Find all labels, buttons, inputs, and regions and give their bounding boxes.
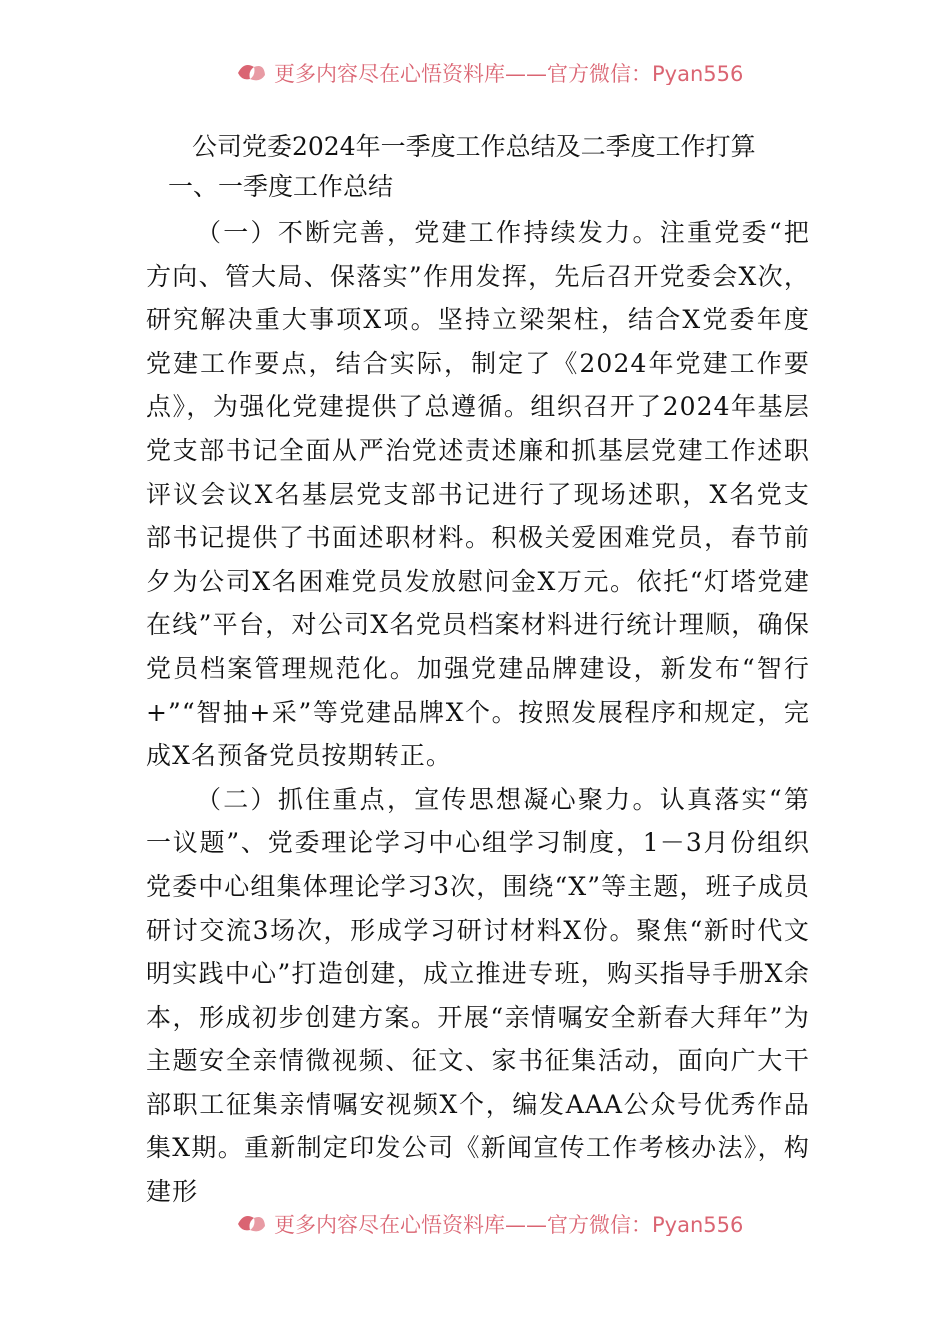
watermark-header — [234, 59, 754, 85]
watermark-footer — [234, 1210, 754, 1236]
watermark-logo-icon — [234, 59, 268, 85]
paragraph-publicity: （二）抓住重点，宣传思想凝心聚力。认真落实“第一议题”、党委理论学习中心组学习制度，1－3月份组织党委中心组集体理论学习3次，围绕“X”等主题，班子成员研讨交流3场次，形成学习研讨材料X份。聚焦“新时代文明实践中心”打造创建，成立推进专班，购买指导手册X余本，形成初步创建方案。开展“亲情嘱安全新春大拜年”为主题安全亲情微视频、征文、家书征集活动，面向广大干部职工征集亲情嘱安视频X个，编发AAA公众号优秀作品集X期。重新制定印发公司《新闻宣传工作考核办法》，构建形 — [146, 784, 810, 1207]
document-title: 公司党委2024年一季度工作总结及二季度工作打算 — [192, 132, 756, 161]
paragraph-party-building: （一）不断完善，党建工作持续发力。注重党委“把方向、管大局、保落实”作用发挥，先后召开党委会X次，研究解决重大事项X项。坚持立梁架柱，结合X党委年度党建工作要点，结合实际，制定了《2024年党建工作要点》，为强化党建提供了总遵循。组织召开了2024年基层党支部书记全面从严治党述责述廉和抓基层党建工作述职评议会议X名基层党支部书记进行了现场述职，X名党支部书记提供了书面述职材料。积极关爱困难党员，春节前夕为公司X名困难党员发放慰问金X万元。依托“灯塔党建在线”平台，对公司X名党员档案材料进行统计理顺，确保党员档案管理规范化。加强党建品牌建设，新发布“智行+”“智抽+采”等党建品牌X个。按照发展程序和规定，完成X名预备党员按期转正。 — [146, 218, 810, 771]
watermark-text: 更多内容尽在心悟资料库——官方微信：Pyan556 — [274, 1213, 744, 1236]
watermark-text: 更多内容尽在心悟资料库——官方微信：Pyan556 — [274, 62, 744, 85]
watermark-logo-icon — [234, 1210, 268, 1236]
document-body — [146, 127, 810, 1214]
section-heading: 一、一季度工作总结 — [168, 172, 394, 201]
